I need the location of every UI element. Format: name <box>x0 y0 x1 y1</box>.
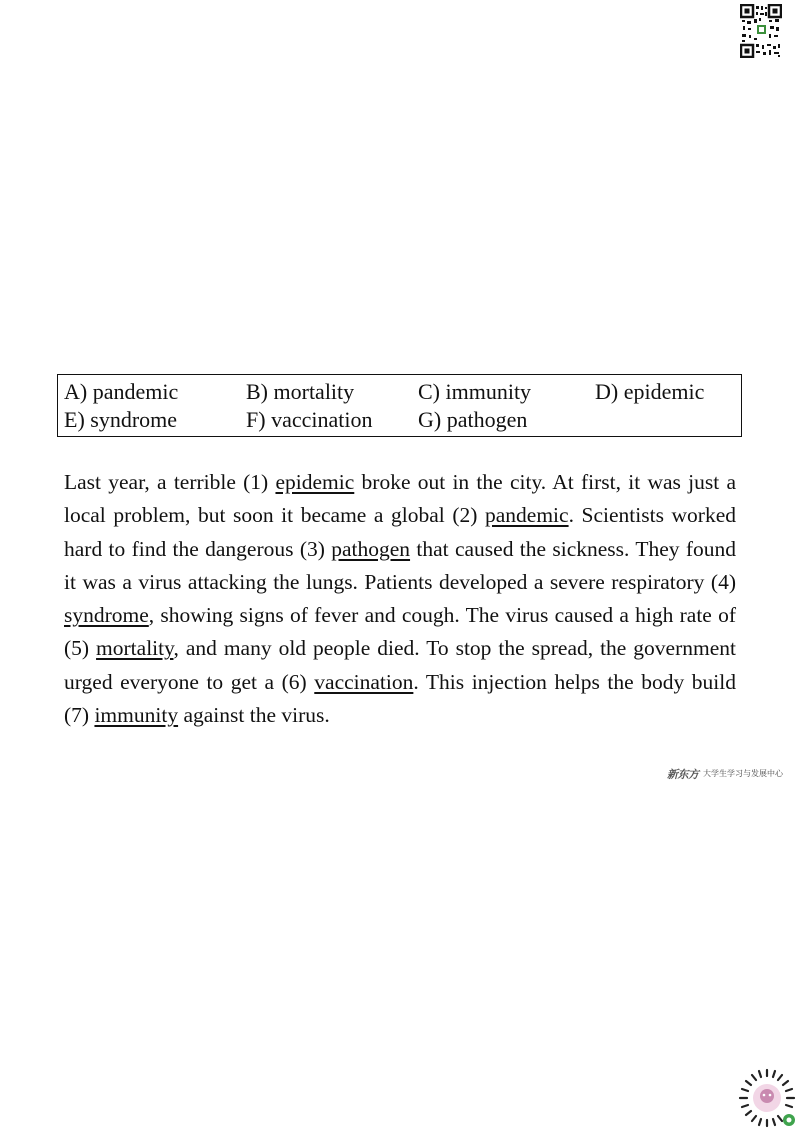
option-a: A) pandemic <box>64 379 179 404</box>
answer-3: pathogen <box>331 536 411 561</box>
option-b: B) mortality <box>246 379 355 404</box>
option-d: D) epidemic <box>595 379 705 404</box>
mini-program-code-icon <box>737 1068 797 1128</box>
brand-logo: 新东方 <box>667 769 699 781</box>
answer-7: immunity <box>94 703 179 728</box>
option-g: G) pathogen <box>418 407 528 432</box>
option-f: F) vaccination <box>246 407 373 432</box>
qr-code-icon <box>740 4 782 58</box>
option-e: E) syndrome <box>64 407 178 432</box>
answer-6: vaccination <box>314 669 414 694</box>
word-bank <box>57 374 742 437</box>
option-c: C) immunity <box>418 379 532 404</box>
answer-1: epidemic <box>275 470 355 494</box>
passage: Last year, a terrible (1) epidemic broke out in the city. At first, it was just a local problem, but soon it became a global (2) pandemic. Scientists worked hard to find the dangerous (3) pathogen that caused the sickness. They found it was a virus attacking the lungs. Patients developed a severe respiratory (4) syndrome, showing signs of fever and cough. The virus caused a high rate of (5) mortality, and many old people died. To stop the spread, the government urged everyone to get a (6) vaccination. This injection helps the body build (7) immunity against the virus. <box>64 470 736 728</box>
footer-brand <box>667 766 797 784</box>
answer-2: pandemic <box>485 503 569 528</box>
answer-4: syndrome <box>64 603 149 628</box>
answer-5: mortality <box>96 636 174 661</box>
brand-text: 大学生学习与发展中心 <box>703 769 783 778</box>
